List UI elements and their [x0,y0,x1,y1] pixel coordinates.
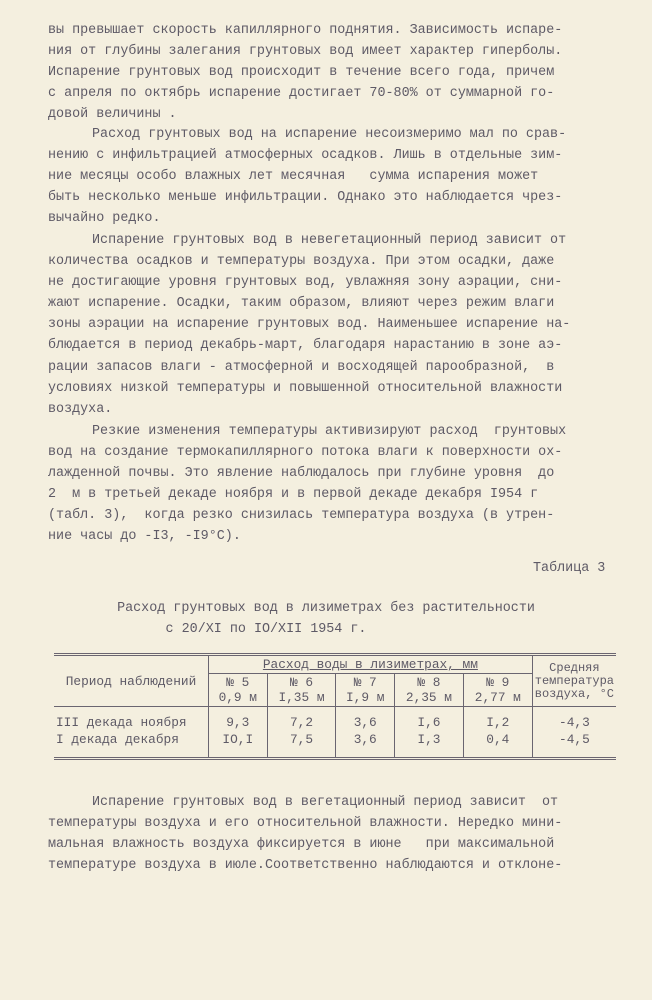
cell: 3,6 [336,731,395,759]
cell: IO,I [209,731,268,759]
cell: 0,4 [463,731,532,759]
text-line: нению с инфильтрацией атмосферных осадков. Лишь в отдельные зим- [48,148,563,164]
cell: I,3 [394,731,463,759]
text-line: (табл. 3), когда резко снизилась температура воздуха (в утрен- [48,508,555,524]
table-label: Таблица 3 [533,561,606,576]
text-line: довой величины . [48,107,177,123]
text-line: количества осадков и температуры воздуха. При этом осадки, даже [48,254,555,270]
table-row [54,731,616,759]
header-col-5: № 5 0,9 м [209,674,268,707]
text-line: ние часы до -I3, -I9°С). [48,529,241,545]
table-title-line-2: с 20/XI по IO/XII 1954 г. [165,622,367,637]
text-line: температуре воздуха в июле.Соответственно наблюдаются и отклоне- [48,858,563,874]
text-line: рации запасов влаги - атмосферной и восходящей парообразной, в [48,359,555,375]
table-row [54,707,616,732]
text-line: ния от глубины залегания грунтовых вод имеет характер гиперболы. [48,44,563,60]
text-line: воздуха. [48,401,113,417]
text-line: Расход грунтовых вод на испарение несоизмеримо мал по срав- [92,127,567,142]
header-temp: Средняя температура воздуха, °С [532,655,616,707]
text-line: Испарение грунтовых вод происходит в течение всего года, причем [48,65,555,81]
header-col-9: № 9 2,77 м [463,674,532,707]
header-group: Расход воды в лизиметрах, мм [209,655,533,674]
cell-temp: -4,3 [532,707,616,732]
text-line: вод на создание термокапиллярного потока влаги к поверхности ох- [48,445,563,461]
cell: I,2 [463,707,532,732]
text-line: температуры воздуха и его относительной влажности. Нередко мини- [48,816,563,832]
text-line: мальная влажность воздуха фиксируется в июне при максимальной [48,837,555,853]
paragraph-1 [48,20,618,125]
text-line: вычайно редко. [48,211,161,227]
text-line: быть несколько меньше инфильтрации. Однако это наблюдается чрез- [48,190,563,206]
cell-temp: -4,5 [532,731,616,759]
text-line: 2 м в третьей декаде ноября и в первой декаде декабря I954 г [48,487,539,503]
table-title-line-1: Расход грунтовых вод в лизиметрах без растительности [117,601,535,616]
text-line: вы превышает скорость капиллярного поднятия. Зависимость испаре- [48,23,563,38]
text-line: лажденной почвы. Это явление наблюдалось при глубине уровня до [48,466,555,482]
cell: I,6 [394,707,463,732]
text-line: условиях низкой температуры и повышенной относительной влажности [48,380,563,396]
paragraph-2 [48,124,618,229]
text-line: не достигающие уровня грунтовых вод, увлажняя зону аэрации, сни- [48,275,563,291]
row-period: I декада декабря [54,731,209,759]
paragraph-5 [48,792,618,876]
header-col-6: № 6 I,35 м [267,674,336,707]
header-col-8: № 8 2,35 м [394,674,463,707]
text-line: ние месяцы особо влажных лет месячная сумма испарения может [48,169,539,185]
text-line: Резкие изменения температуры активизируют расход грунтовых [92,424,567,439]
cell: 7,5 [267,731,336,759]
data-table [54,653,616,760]
text-line: жают испарение. Осадки, таким образом, влияют через режим влаги [48,296,555,312]
text-line: Испарение грунтовых вод в невегетационный период зависит от [92,233,567,248]
paragraph-3 [48,230,618,420]
text-line: зоны аэрации на испарение грунтовых вод. Наименьшее испарение на- [48,317,571,333]
text-line: Испарение грунтовых вод в вегетационный период зависит от [92,795,559,810]
cell: 9,3 [209,707,268,732]
paragraph-4 [48,421,618,548]
cell: 7,2 [267,707,336,732]
text-line: с апреля по октябрь испарение достигает 70-80% от суммарной го- [48,86,555,102]
header-period: Период наблюдений [54,655,209,707]
text-line: блюдается в период декабрь-март, благодаря нарастанию в зоне аэ- [48,338,563,354]
row-period: III декада ноября [54,707,209,732]
cell: 3,6 [336,707,395,732]
header-col-7: № 7 I,9 м [336,674,395,707]
